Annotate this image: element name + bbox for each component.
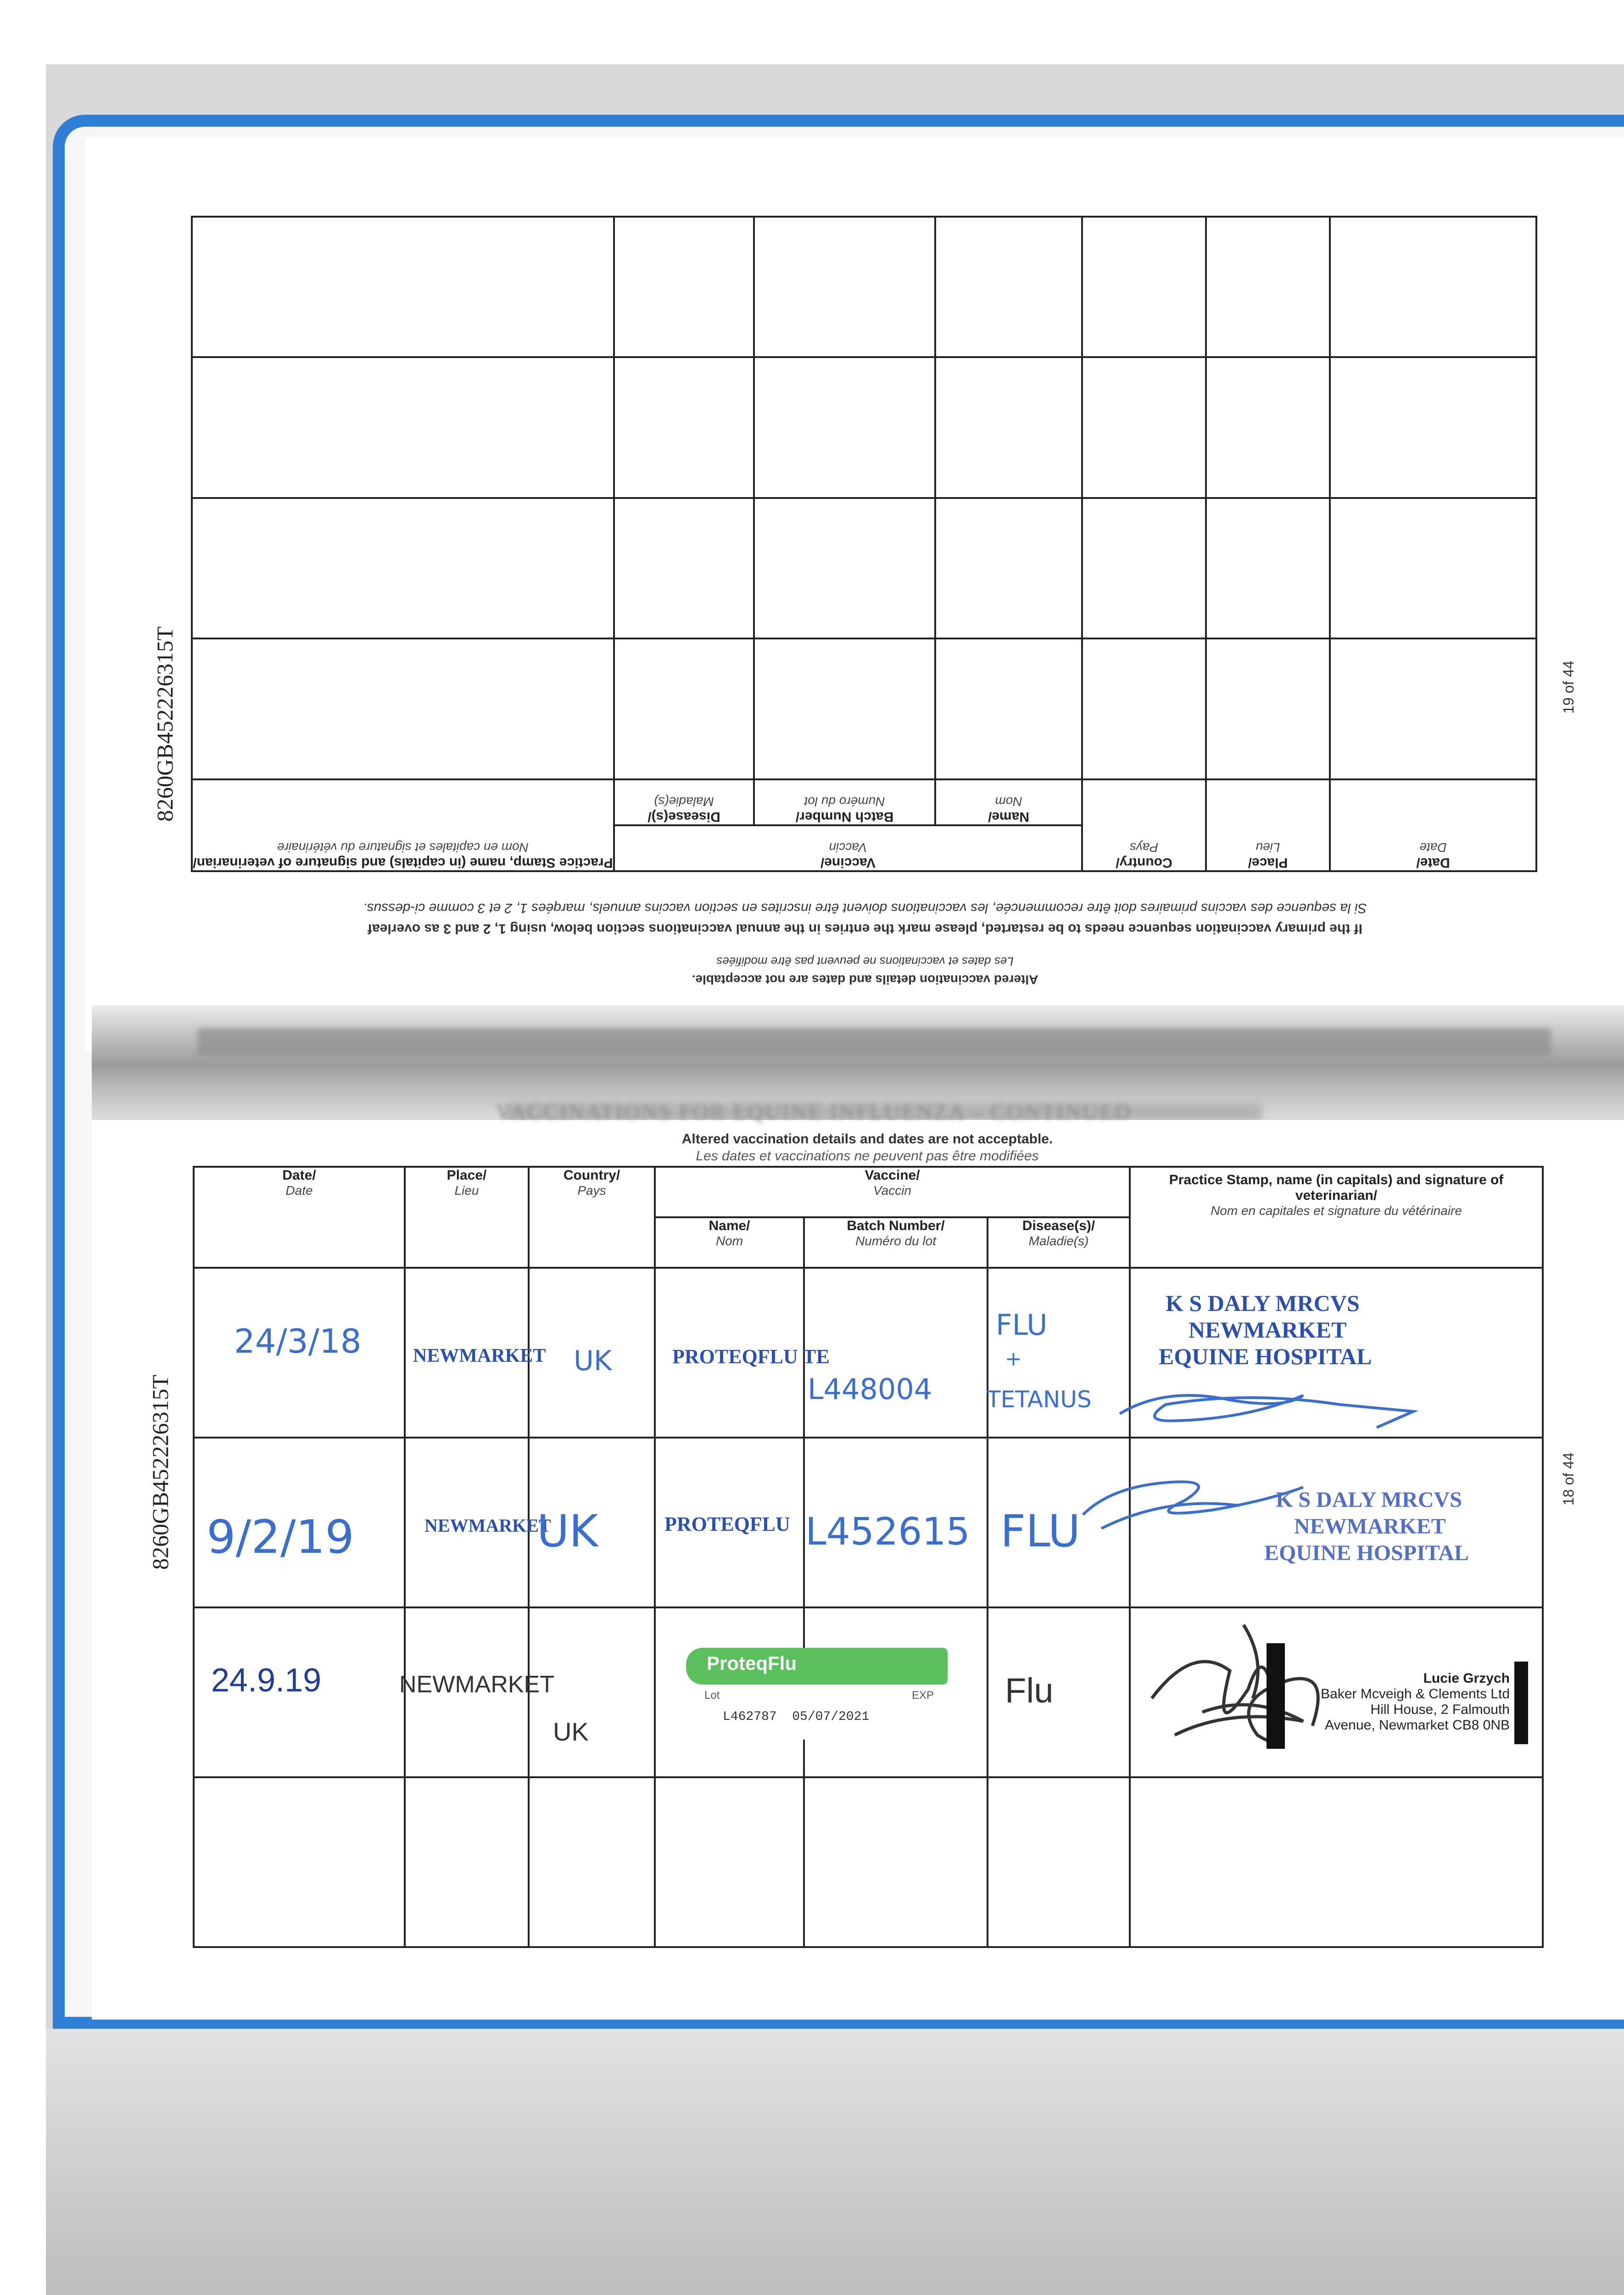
header-vaccine: Vaccine/ Vaccin (614, 825, 1082, 871)
redaction-mark (1267, 1643, 1285, 1749)
row1-batch: L448004 (808, 1372, 932, 1406)
row2-place: NEWMARKET (424, 1515, 551, 1536)
sticker-exp-label: EXP (911, 1689, 934, 1702)
table-row (192, 498, 1536, 638)
sticker-lot-label: Lot (704, 1689, 720, 1702)
row2-stamp-line-3: EQUINE HOSPITAL (1264, 1541, 1469, 1565)
row1-country: UK (574, 1345, 612, 1377)
row3-country: UK (553, 1717, 589, 1746)
row2-date: 9/2/19 (206, 1510, 354, 1564)
sticker-brand: ProteqFlu (707, 1652, 797, 1674)
sticker-lot-value: L462787 05/07/2021 (723, 1710, 870, 1724)
row1-stamp-line-2: NEWMARKET (1189, 1317, 1347, 1343)
table-row (194, 1777, 1543, 1947)
redaction-mark (1514, 1662, 1528, 1744)
header-country: Country/ Pays (529, 1167, 655, 1268)
page-number-top: 19 of 44 (1560, 661, 1577, 714)
row2-vaccine-name: PROTEQFLU (664, 1513, 790, 1535)
header-batch: Batch Number/ Numéro du lot (804, 1217, 988, 1268)
top-page-upside-down (193, 216, 1537, 1005)
row1-date: 24/3/18 (234, 1322, 362, 1360)
vet-name: Lucie Grzych (1423, 1671, 1510, 1686)
row1-place: NEWMARKET (413, 1345, 546, 1366)
header-date: Date/ Date (1330, 779, 1536, 871)
table-row (192, 357, 1536, 498)
altered-note-fr-bottom: Les dates et vaccinations ne peuvent pas être modifiées (696, 1148, 1039, 1164)
restart-note-en: If the primary vaccination sequence needs to be restarted, please mark the entries in the annual vaccinations section below, using 1, 2 and 3 as overleaf (368, 921, 1362, 936)
vaccine-batch-sticker (686, 1648, 948, 1740)
faded-section-title: VACCINATIONS FOR EQUINE INFLUENZA – CONTINUED (496, 1100, 1132, 1124)
restart-note-fr: Si la sequence des vaccins primaires doit être recommencée, les vaccinations doivent être inscrites en section vaccins annuels, marqées 1, 2 et 3 comme ci-dessus. (363, 901, 1367, 916)
row3-date: 24.9.19 (211, 1662, 322, 1699)
top-vaccination-table (191, 216, 1537, 872)
altered-note-fr: Les dates et vaccinations ne peuvent pas être modifiées (716, 955, 1014, 968)
row3-place: NEWMARKET (399, 1671, 554, 1698)
serial-number-top: 8260GB452226315T (152, 627, 178, 822)
table-row (192, 638, 1536, 779)
serial-number-bottom: 8260GB452226315T (147, 1375, 173, 1570)
vet-practice-block (1299, 1671, 1510, 1733)
vet-address-1: Hill House, 2 Falmouth (1370, 1702, 1510, 1717)
row1-vaccine-name: PROTEQFLU TE (672, 1345, 830, 1368)
page-number-bottom: 18 of 44 (1560, 1452, 1577, 1506)
header-batch: Batch Number/ Numéro du lot (754, 779, 935, 825)
row1-disease-3: TETANUS (987, 1386, 1092, 1413)
header-stamp: Practice Stamp, name (in capitals) and signature of veterinarian/ Nom en capitales et signature du vétérinaire (1130, 1167, 1543, 1268)
header-country: Country/ Pays (1082, 779, 1206, 871)
row1-stamp-line-1: K S DALY MRCVS (1166, 1290, 1360, 1316)
row2-country: UK (537, 1506, 598, 1557)
header-stamp: Practice Stamp, name (in capitals) and signature of veterinarian/ Nom en capitales et signature du vétérinaire (192, 779, 614, 871)
row1-disease-1: FLU (996, 1308, 1048, 1342)
header-name: Name/ Nom (655, 1217, 804, 1268)
scan-shadow (46, 2029, 1624, 2295)
row2-disease: FLU (1000, 1506, 1081, 1557)
row1-disease-2: + (1005, 1347, 1022, 1371)
vet-address-2: Avenue, Newmarket CB8 0NB (1325, 1718, 1510, 1733)
vet-practice: Baker Mcveigh & Clements Ltd (1321, 1686, 1510, 1702)
header-place: Place/ Lieu (405, 1167, 529, 1268)
altered-note-en: Altered vaccination details and dates are not acceptable. (692, 973, 1038, 987)
header-vaccine: Vaccine/ Vaccin (655, 1167, 1130, 1217)
row2-stamp-line-1: K S DALY MRCVS (1276, 1488, 1462, 1512)
header-date: Date/ Date (194, 1167, 405, 1268)
header-place: Place/ Lieu (1206, 779, 1330, 871)
table-row (192, 217, 1536, 357)
row2-stamp-line-2: NEWMARKET (1294, 1514, 1446, 1539)
header-disease: Disease(s)/ Maladie(s) (614, 779, 754, 825)
spine-shadow-band (197, 1028, 1551, 1056)
row2-batch: L452615 (805, 1510, 970, 1554)
row3-disease: Flu (1005, 1671, 1054, 1710)
row1-stamp-line-3: EQUINE HOSPITAL (1159, 1343, 1372, 1369)
header-name: Name/ Nom (935, 779, 1082, 825)
row1-signature (1111, 1377, 1432, 1441)
header-disease: Disease(s)/ Maladie(s) (988, 1217, 1130, 1268)
altered-note-en-bottom: Altered vaccination details and dates are not acceptable. (681, 1131, 1053, 1147)
